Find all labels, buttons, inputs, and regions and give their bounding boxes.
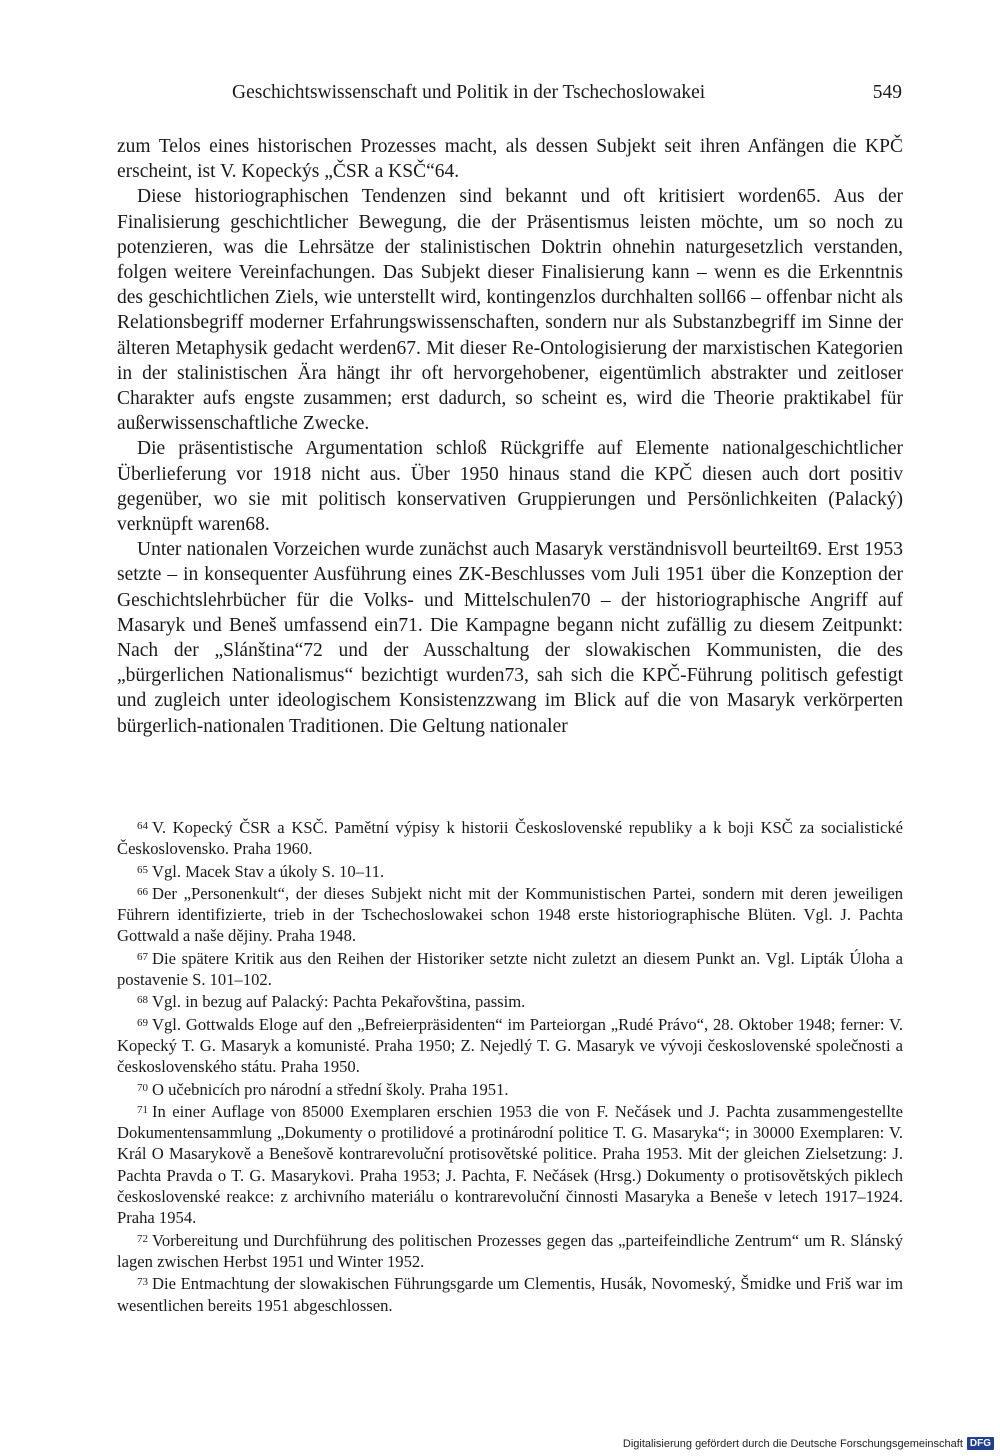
running-title: Geschichtswissenschaft und Politik in der Tschechoslowakei (232, 82, 706, 103)
footnotes (117, 816, 903, 1316)
footnote-number: 69 (137, 1016, 148, 1029)
footnote (117, 1013, 903, 1078)
footnote (117, 1272, 903, 1316)
digitization-text: Digitalisierung gefördert durch die Deutsche Forschungsgemeinschaft (622, 1437, 963, 1450)
footnote (117, 990, 903, 1012)
footnote-text: Vorbereitung und Durchführung des politischen Prozesses gegen das „parteifeindliche Zentrum“ um R. Slánský lagen zwischen Herbst 1951 und Winter 1952. (117, 1230, 903, 1271)
footnote (117, 882, 903, 947)
footnote-number: 70 (137, 1081, 148, 1094)
footnote (117, 1078, 903, 1100)
paragraph: Unter nationalen Vorzeichen wurde zunächst auch Masaryk verständnisvoll beurteilt69. Erst 1953 setzte – in konsequenter Ausführung eines ZK-Beschlusses vom Juli 1951 über die Konzeption der Geschichtslehrbücher für die Volks- und Mittelschulen70 – der historiographische Angriff auf Masaryk und Beneš umfassend ein71. Die Kampagne begann nicht zufällig zu diesem Zeitpunkt: Nach der „Slánština“72 und der Ausschaltung der slowakischen Kommunisten, die des „bürgerlichen Nationalismus“ bezichtigt wurden73, sah sich die KPČ-Führung politisch gefestigt und zugleich unter ideologischem Konsistenzzwang im Blick auf die von Masaryk verkörperten bürgerlich-nationalen Traditionen. Die Geltung nationaler (117, 539, 903, 737)
footnote-text: Die spätere Kritik aus den Reihen der Historiker setzte nicht zuletzt an diesem Punkt an. Vgl. Lipták Úloha a postavenie S. 101–102. (117, 948, 903, 990)
footnote (117, 947, 903, 991)
footnote-text: Der „Personenkult“, der dieses Subjekt nicht mit der Kommunistischen Partei, sondern mit deren jeweiligen Führern identifizierte, trieb in der Tschechoslowakei schon 1948 erste historiographische Blüten. Vgl. J. Pachta Gottwald a naše dějiny. Praha 1948. (117, 883, 903, 946)
footnote-number: 66 (137, 885, 148, 898)
footnote (117, 1100, 903, 1229)
footnote-number: 68 (137, 994, 148, 1007)
paragraph: zum Telos eines historischen Prozesses macht, als dessen Subjekt seit ihren Anfängen die KPČ erscheint, ist V. Kopeckýs „ČSR a KSČ“64. (117, 136, 903, 183)
footnote-text: Vgl. Gottwalds Eloge auf den „Befreierpräsidenten“ im Parteiorgan „Rudé Právo“, 28. Oktober 1948; ferner: V. Kopecký T. G. Masaryk a komunisté. Praha 1950; Z. Nejedlý T. G. Masaryk ve vývoji československé společnosti a československého státu. Praha 1950. (117, 1014, 903, 1077)
footnote (117, 860, 903, 882)
footnote (117, 816, 903, 860)
footnote-number: 72 (137, 1232, 148, 1245)
dfg-logo-icon: DFG (967, 1437, 994, 1450)
paragraph: Diese historiographischen Tendenzen sind bekannt und oft kritisiert worden65. Aus der Finalisierung geschichtlicher Bewegung, die der Präsentismus leisten möchte, um so noch zu potenzieren, was die Lehrsätze der stalinistischen Doktrin ohnehin naturgesetzlich verstanden, folgen weitere Vereinfachungen. Das Subjekt dieser Finalisierung kann – wenn es die Erkenntnis des geschichtlichen Ziels, wie unterstellt wird, kontingenzlos durchhalten soll66 – offenbar nicht als Relationsbegriff moderner Erfahrungswissenschaften, sondern nur als Substanzbegriff im Sinne der älteren Metaphysik gedacht werden67. Mit dieser Re-Ontologisierung der marxistischen Kategorien in der stalinistischen Ära hängt ihr oft hervorgehobener, eigentümlich abstrakter und zeitloser Charakter aufs engste zusammen; erst dadurch, so scheint es, wird die Theorie praktikabel für außerwissenschaftliche Zwecke. (117, 186, 903, 435)
footnote-text: V. Kopecký ČSR a KSČ. Pamětní výpisy k historii Československé republiky a k boji KSČ za socialistické Československo. Praha 1960. (117, 818, 903, 859)
digitization-note (623, 1437, 994, 1450)
footnote-text: In einer Auflage von 85000 Exemplaren erschien 1953 die von F. Nečásek und J. Pachta zusammengestellte Dokumentensammlung „Dokumenty o protilidové a protinárodní politice T. G. Masaryka“; in 30000 Exemplaren: V. Král O Masarykově a Benešově kontrarevoluční protisovětské politice. Praha 1953. Mit der gleichen Zielsetzung: J. Pachta Pravda o T. G. Masarykovi. Praha 1953; J. Pachta, F. Nečásek (Hrsg.) Dokumenty o protisovětských piklech československé reakce: z archivního materiálu o kontrarevoluční činnosti Masaryka a Beneše v letech 1917–1924. Praha 1954. (117, 1101, 903, 1228)
footnote-text: Die Entmachtung der slowakischen Führungsgarde um Clementis, Husák, Novomeský, Šmidke und Friš war im wesentlichen bereits 1951 abgeschlossen. (117, 1274, 903, 1315)
footnote-text: Vgl. in bezug auf Palacký: Pachta Pekařovština, passim. (152, 992, 526, 1012)
page-number: 549 (872, 82, 902, 103)
body-text (117, 134, 903, 739)
footnote-number: 65 (137, 863, 148, 876)
footnote-number: 71 (137, 1103, 148, 1116)
footnote-number: 64 (137, 820, 148, 832)
footnote-text: O učebnicích pro národní a střední školy. Praha 1951. (152, 1079, 509, 1099)
paragraph: Die präsentistische Argumentation schloß Rückgriffe auf Elemente nationalgeschichtlicher Überlieferung vor 1918 nicht aus. Über 1950 hinaus stand die KPČ diesen auch dort positiv gegenüber, wo sie mit politisch konservativen Gruppierungen und Persönlichkeiten (Palacký) verknüpft waren68. (117, 438, 903, 536)
footnote-number: 67 (137, 950, 148, 963)
footnote-number: 73 (137, 1276, 148, 1289)
footnote (117, 1229, 903, 1273)
footnote-text: Vgl. Macek Stav a úkoly S. 10–11. (152, 861, 385, 881)
